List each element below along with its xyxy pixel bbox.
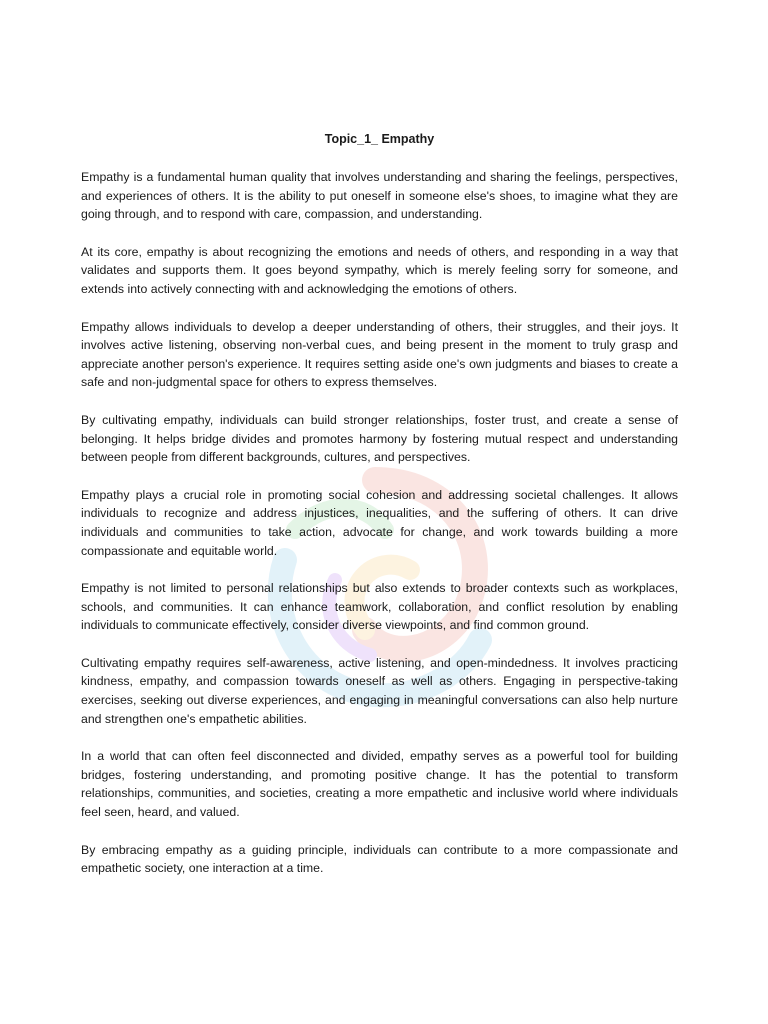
- paragraph-1: Empathy is a fundamental human quality that involves understanding and sharing the feelings, perspectives, and experiences of others. It is the ability to put oneself in someone else's shoes, to imagine what they are going through, and to respond with care, compassion, and understanding.: [81, 170, 678, 222]
- paragraph-4: By cultivating empathy, individuals can build stronger relationships, foster trust, and create a sense of belonging. It helps bridge divides and promotes harmony by fostering mutual respect and understanding between people from different backgrounds, cultures, and perspectives.: [81, 412, 678, 465]
- document-body: [81, 130, 678, 897]
- paragraph-7: Cultivating empathy requires self-awareness, active listening, and open-mindedness. It involves practicing kindness, empathy, and compassion towards oneself as well as others. Engaging in perspective-taking exercises, seeking out diverse experiences, and engaging in meaningful conversations can also help nurture and strengthen one's empathetic abilities.: [81, 655, 678, 726]
- paragraph-5: Empathy plays a crucial role in promoting social cohesion and addressing societal challenges. It allows individuals to recognize and address injustices, inequalities, and the suffering of others. It can drive individuals and communities to take action, advocate for change, and work towards building a more compassionate and equitable world.: [81, 487, 678, 558]
- paragraph-3: Empathy allows individuals to develop a deeper understanding of others, their struggles, and their joys. It involves active listening, observing non-verbal cues, and being present in the moment to truly grasp and appreciate another person's experience. It requires setting aside one's own judgments and biases to create a safe and non-judgmental space for others to express themselves.: [81, 319, 678, 390]
- paragraph-8: In a world that can often feel disconnected and divided, empathy serves as a powerful tool for building bridges, fostering understanding, and promoting positive change. It has the potential to transform relationships, communities, and societies, creating a more empathetic and inclusive world where individuals feel seen, heard, and valued.: [81, 749, 678, 820]
- paragraph-2: At its core, empathy is about recognizing the emotions and needs of others, and responding in a way that validates and supports them. It goes beyond sympathy, which is merely feeling sorry for someone, and extends into actively connecting with and acknowledging the emotions of others.: [81, 244, 678, 296]
- document-title: Topic_1_ Empathy: [324, 132, 435, 146]
- paragraph-6: Empathy is not limited to personal relationships but also extends to broader contexts such as workplaces, schools, and communities. It can enhance teamwork, collaboration, and conflict resolution by enabling individuals to communicate effectively, consider diverse viewpoints, and find common ground.: [81, 581, 678, 633]
- paragraph-9: By embracing empathy as a guiding principle, individuals can contribute to a more compassionate and empathetic society, one interaction at a time.: [81, 842, 678, 876]
